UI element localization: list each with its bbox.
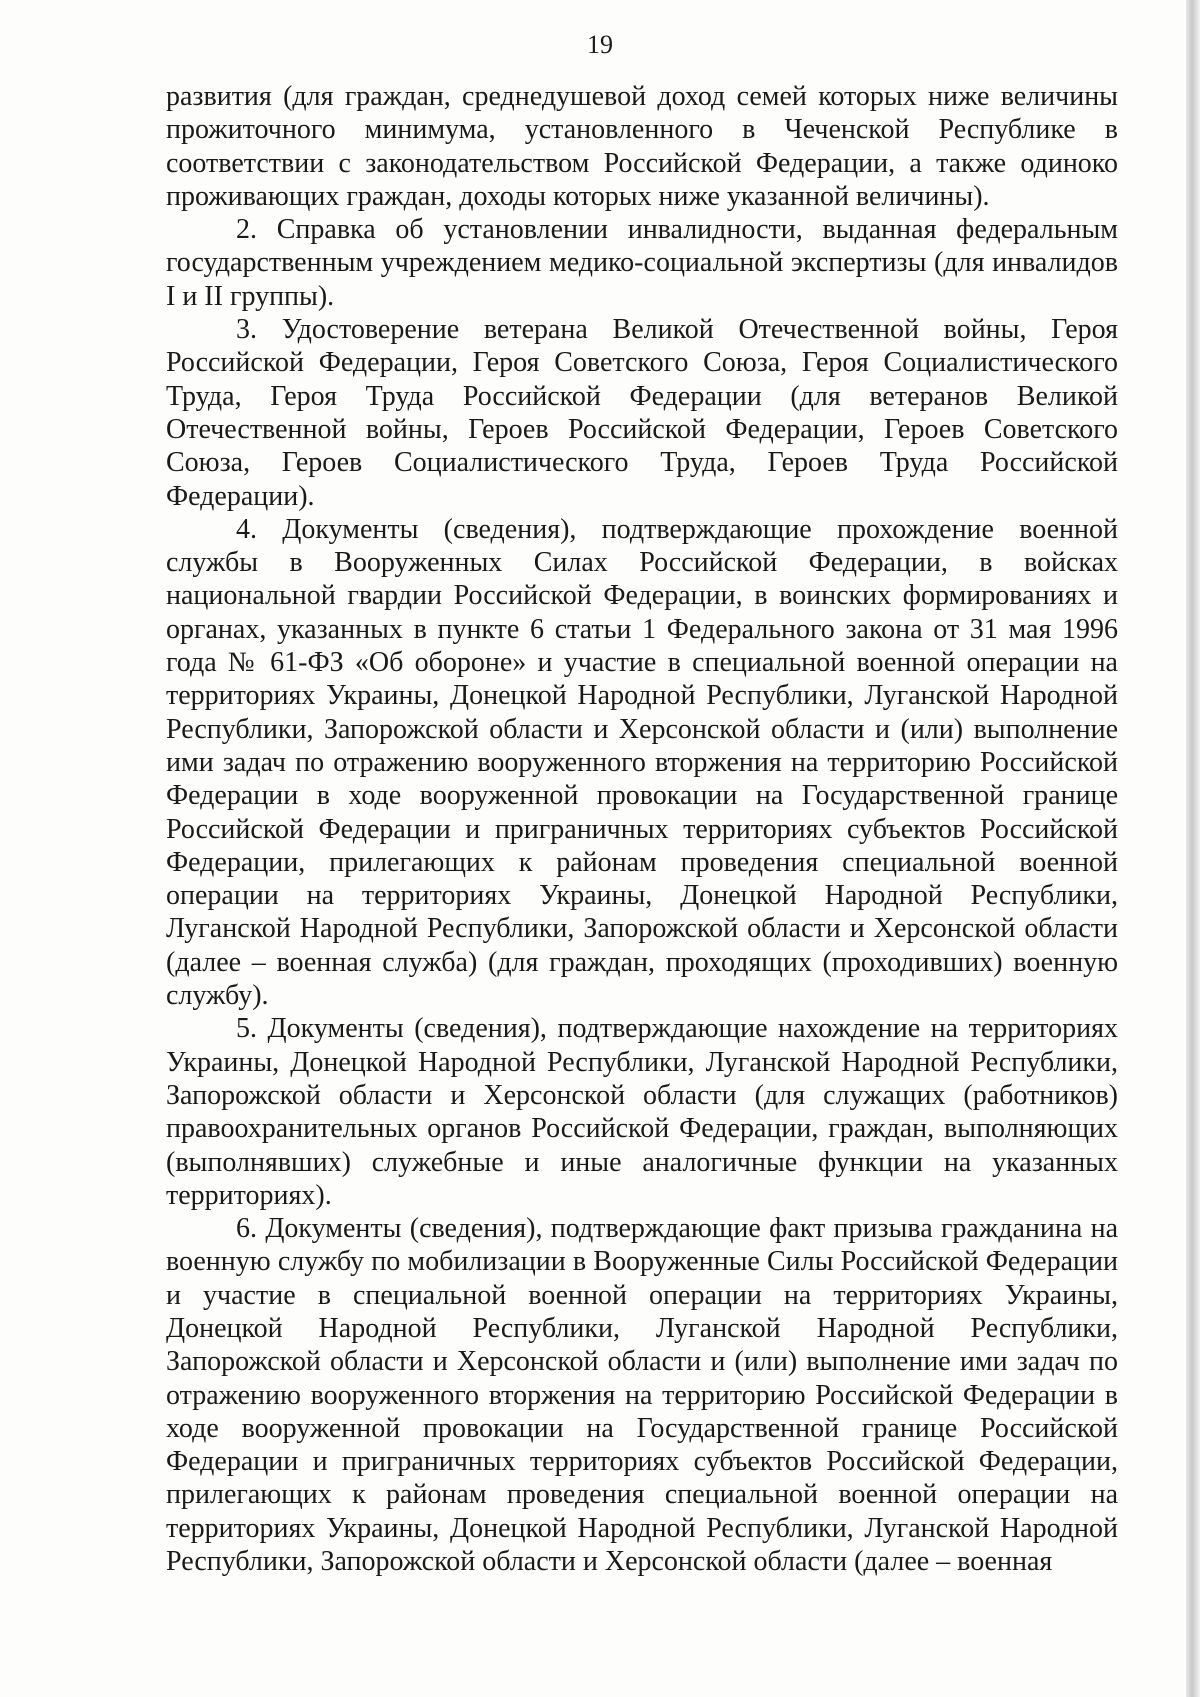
document-body <box>166 80 1118 1578</box>
paragraph-item-6: 6. Документы (сведения), подтверждающие факт призыва гражданина на военную службу по мобилизации в Вооруженные Силы Российской Федерации и участие в специальной военной операции на территориях Украины, Донецкой Народной Республики, Луганской Народной Республики, Запорожской области и Херсонской области и (или) выполнение ими задач по отражению вооруженного вторжения на территорию Российской Федерации в ходе вооруженной провокации на Государственной границе Российской Федерации и приграничных территориях субъектов Российской Федерации, прилегающих к районам проведения специальной военной операции на территориях Украины, Донецкой Народной Республики, Луганской Народной Республики, Запорожской области и Херсонской области (далее – военная <box>166 1213 1118 1578</box>
paragraph-item-4: 4. Документы (сведения), подтверждающие прохождение военной службы в Вооруженных Силах Российской Федерации, в войсках национальной гвардии Российской Федерации, в воинских формированиях и органах, указанных в пункте 6 статьи 1 Федерального закона от 31 мая 1996 года № 61-ФЗ «Об обороне» и участие в специальной военной операции на территориях Украины, Донецкой Народной Республики, Луганской Народной Республики, Запорожской области и Херсонской области и (или) выполнение ими задач по отражению вооруженного вторжения на территорию Российской Федерации в ходе вооруженной провокации на Государственной границе Российской Федерации и приграничных территориях субъектов Российской Федерации, прилегающих к районам проведения специальной военной операции на территориях Украины, Донецкой Народной Республики, Луганской Народной Республики, Запорожской области и Херсонской области (далее – военная служба) (для граждан, проходящих (проходивших) военную службу). <box>166 513 1118 1012</box>
page-number: 19 <box>587 30 613 59</box>
scan-edge-shadow <box>1186 0 1200 1697</box>
paragraph-continuation: развития (для граждан, среднедушевой доход семей которых ниже величины прожиточного минимума, установленного в Чеченской Республике в соответствии с законодательством Российской Федерации, а также одиноко проживающих граждан, доходы которых ниже указанной величины). <box>166 81 1118 212</box>
paragraph-item-3: 3. Удостоверение ветерана Великой Отечественной войны, Героя Российской Федерации, Героя Советского Союза, Героя Социалистического Труда, Героя Труда Российской Федерации (для ветеранов Великой Отечественной войны, Героев Российской Федерации, Героев Советского Союза, Героев Социалистического Труда, Героев Труда Российской Федерации). <box>166 314 1118 512</box>
paragraph-item-5: 5. Документы (сведения), подтверждающие нахождение на территориях Украины, Донецкой Народной Республики, Луганской Народной Республики, Запорожской области и Херсонской области (для служащих (работников) правоохранительных органов Российской Федерации, граждан, выполняющих (выполнявших) служебные и иные аналогичные функции на указанных территориях). <box>166 1013 1118 1211</box>
paragraph-item-2: 2. Справка об установлении инвалидности, выданная федеральным государственным учреждением медико-социальной экспертизы (для инвалидов I и II группы). <box>166 214 1118 312</box>
